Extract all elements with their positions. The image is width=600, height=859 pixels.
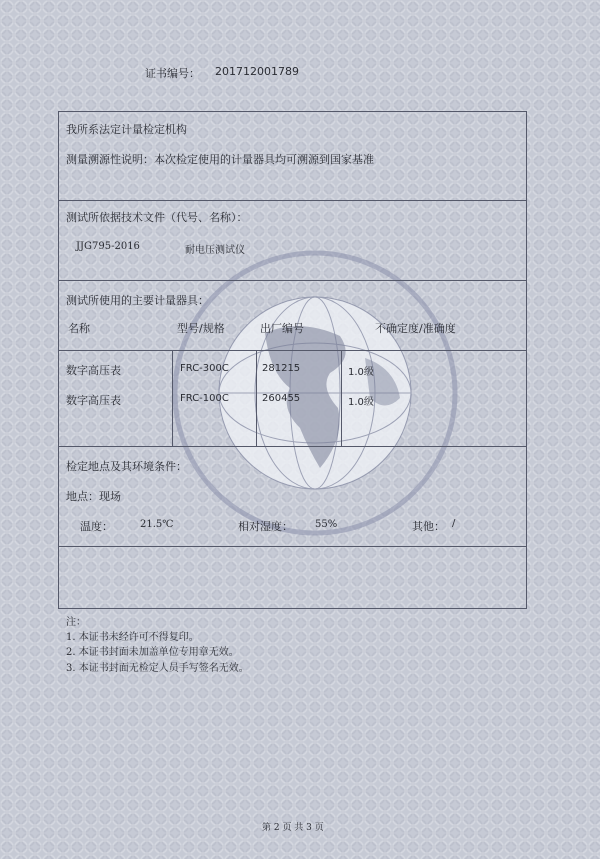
note-item-3: 3. 本证书封面无检定人员手写签名无效。 — [66, 663, 249, 674]
notes-title: 注： — [66, 617, 86, 628]
instrument-row-1-serial: 281215 — [262, 363, 301, 374]
instrument-row-2-accuracy: 1.0级 — [348, 397, 374, 408]
tech-doc-name: 耐电压测试仪 — [185, 245, 245, 256]
divider — [58, 546, 527, 547]
col-header-model: 型号/规格 — [177, 322, 225, 335]
humidity-value: 55% — [315, 519, 338, 530]
certificate-number-value: 201712001789 — [215, 65, 299, 78]
traceability-statement: 测量溯源性说明：本次检定使用的计量器具均可溯源到国家基准 — [66, 153, 374, 166]
certificate-number-label: 证书编号： — [145, 67, 200, 80]
location-text: 地点：现场 — [66, 490, 121, 503]
environment-title: 检定地点及其环境条件： — [66, 460, 187, 473]
column-rule — [172, 350, 173, 446]
temperature-label: 温度： — [80, 520, 113, 533]
col-header-serial: 出厂编号 — [260, 322, 304, 335]
col-header-name: 名称 — [68, 322, 90, 335]
divider — [58, 446, 527, 447]
divider — [58, 200, 527, 201]
instrument-row-2-name: 数字高压表 — [66, 394, 121, 407]
table-header-rule — [58, 350, 527, 351]
humidity-label: 相对湿度： — [238, 520, 293, 533]
instrument-row-1-accuracy: 1.0级 — [348, 367, 374, 378]
temperature-value: 21.5℃ — [140, 519, 174, 530]
other-value: / — [452, 518, 456, 529]
column-rule — [341, 350, 342, 446]
instrument-row-1-model: FRC-300C — [180, 363, 229, 374]
institution-statement: 我所系法定计量检定机构 — [66, 123, 187, 136]
instrument-row-1-name: 数字高压表 — [66, 364, 121, 377]
info-table-frame — [58, 111, 527, 609]
page-number: 第 2 页 共 3 页 — [262, 823, 324, 833]
column-rule — [256, 350, 257, 446]
tech-docs-title: 测试所依据技术文件（代号、名称）： — [66, 211, 248, 224]
note-item-2: 2. 本证书封面未加盖单位专用章无效。 — [66, 647, 239, 658]
other-label: 其他： — [412, 520, 445, 533]
instrument-row-2-model: FRC-100C — [180, 393, 229, 404]
tech-doc-code: JJG795-2016 — [76, 241, 140, 252]
instrument-row-2-serial: 260455 — [262, 393, 301, 404]
instruments-title: 测试所使用的主要计量器具： — [66, 294, 209, 307]
divider — [58, 280, 527, 281]
col-header-accuracy: 不确定度/准确度 — [375, 322, 456, 335]
note-item-1: 1. 本证书未经许可不得复印。 — [66, 632, 199, 643]
